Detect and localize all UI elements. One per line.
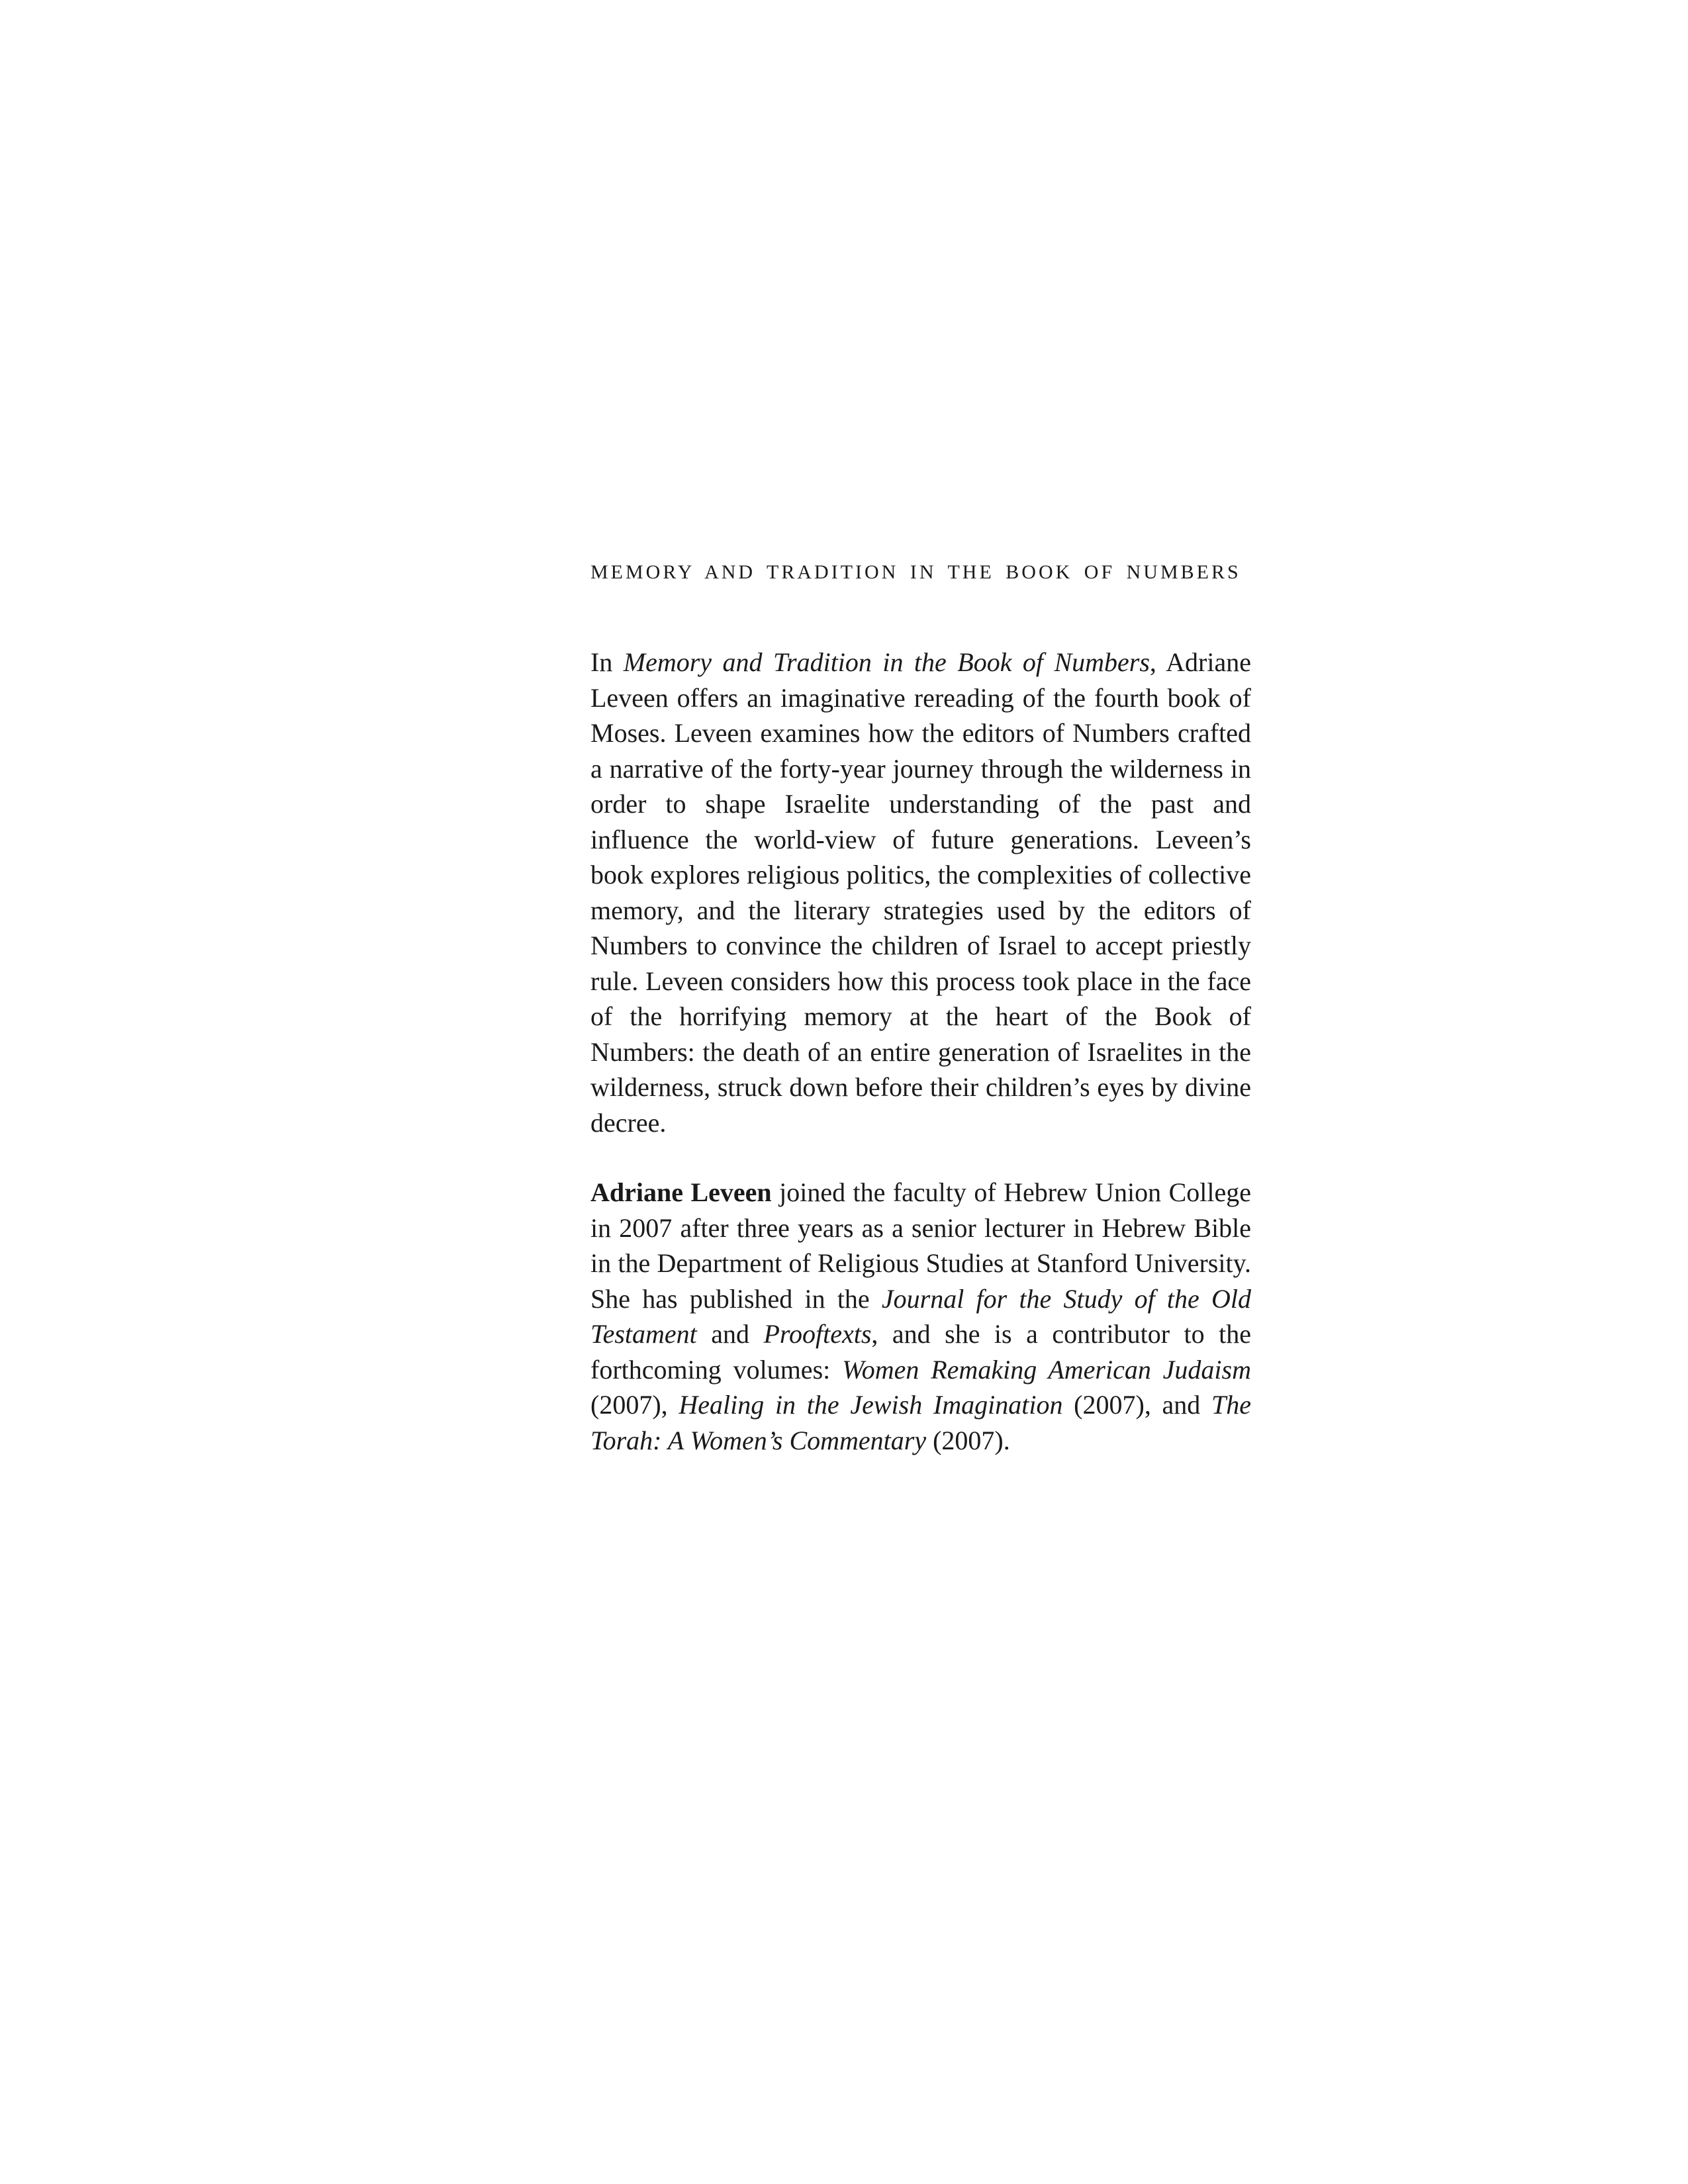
bio-text-3: , and she is a contributor to the forthcoming volumes: xyxy=(590,1319,1251,1385)
author-name: Adriane Leveen xyxy=(590,1177,772,1207)
blurb-intro: In xyxy=(590,647,624,677)
book-description xyxy=(590,645,1251,1140)
bio-volume-3: The Torah: A Women’s Commentary xyxy=(590,1390,1251,1455)
blurb-body: , Adriane Leveen offers an imaginative rereading of the fourth book of Moses. Leveen examines how the editors of Numbers crafted a narrative of the forty-year journey through the wilderness in order to shape Israelite understanding of the past and influence the world-view of future generations. Leveen’s book explores religious politics, the complexities of collective memory, and the literary strategies used by the editors of Numbers to convince the children of Israel to accept priestly rule. Leveen considers how this process took place in the face of the horrifying memory at the heart of the Book of Numbers: the death of an entire generation of Israelites in the wilderness, struck down before their children’s eyes by divine decree. xyxy=(590,647,1251,1138)
bio-text-2: and xyxy=(696,1319,764,1349)
bio-volume-1: Women Remaking American Judaism xyxy=(842,1354,1251,1385)
bio-journal-1: Journal for the Study of the Old Testament xyxy=(590,1283,1251,1349)
bio-text-1: joined the faculty of Hebrew Union College in 2007 after three years as a senior lecturer in Hebrew Bible in the Department of Religious Studies at Stanford University. She has published in the xyxy=(590,1177,1251,1314)
bio-text-5: (2007), and xyxy=(1062,1390,1211,1420)
blurb-book-title: Memory and Tradition in the Book of Numbers xyxy=(623,647,1150,677)
bio-journal-2: Prooftexts xyxy=(763,1319,872,1349)
bio-text-6: (2007). xyxy=(926,1425,1010,1455)
author-bio xyxy=(590,1175,1251,1458)
text-block xyxy=(590,555,1251,1458)
book-title: MEMORY AND TRADITION IN THE BOOK OF NUMBERS xyxy=(590,561,1241,583)
bio-volume-2: Healing in the Jewish Imagination xyxy=(679,1390,1063,1420)
bio-text-4: (2007), xyxy=(590,1390,679,1420)
